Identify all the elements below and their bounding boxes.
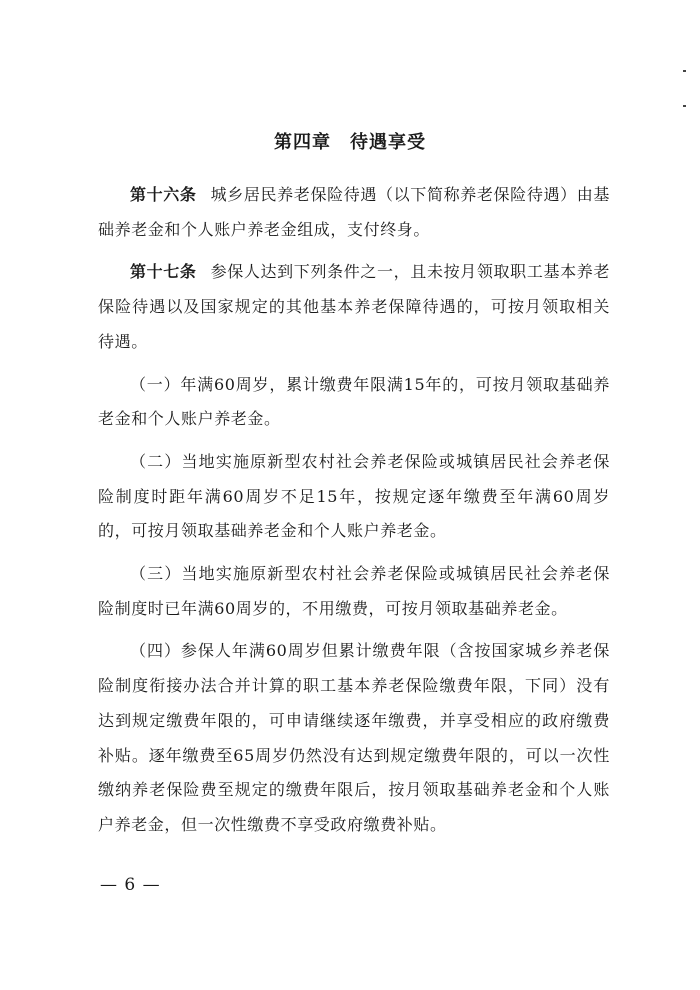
article-17	[98, 255, 610, 359]
page-number: — 6 —	[100, 875, 161, 895]
edge-mark	[683, 105, 686, 107]
clause-4: （四）参保人年满60周岁但累计缴费年限（含按国家城乡养老保险制度衔接办法合并计算的职工基本养老保险缴费年限，下同）没有达到规定缴费年限的，可申请继续逐年缴费，并享受相应的政府缴费补贴。逐年缴费至65周岁仍然没有达到规定缴费年限的，可以一次性缴纳养老保险费至规定的缴费年限后，按月领取基础养老金和个人账户养老金，但一次性缴费不享受政府缴费补贴。	[98, 641, 610, 834]
edge-mark	[683, 70, 686, 72]
clause-3: （三）当地实施原新型农村社会养老保险或城镇居民社会养老保险制度时已年满60周岁的，不用缴费，可按月领取基础养老金。	[98, 564, 610, 618]
article-text: 参保人达到下列条件之一，且未按月领取职工基本养老保险待遇以及国家规定的其他基本养老保障待遇的，可按月领取相关待遇。	[98, 262, 610, 351]
article-16	[98, 178, 610, 247]
chapter-title: 第四章 待遇享受	[274, 132, 426, 153]
document-body	[98, 178, 610, 851]
article-number: 第十六条	[130, 185, 197, 204]
article-text: 城乡居民养老保险待遇（以下简称养老保险待遇）由基础养老金和个人账户养老金组成，支付终身。	[98, 185, 610, 239]
clause-2: （二）当地实施原新型农村社会养老保险或城镇居民社会养老保险制度时距年满60周岁不足15年，按规定逐年缴费至年满60周岁的，可按月领取基础养老金和个人账户养老金。	[98, 451, 610, 541]
article-number: 第十七条	[130, 262, 197, 282]
clause-1: （一）年满60周岁，累计缴费年限满15年的，可按月领取基础养老金和个人账户养老金。	[98, 374, 610, 429]
